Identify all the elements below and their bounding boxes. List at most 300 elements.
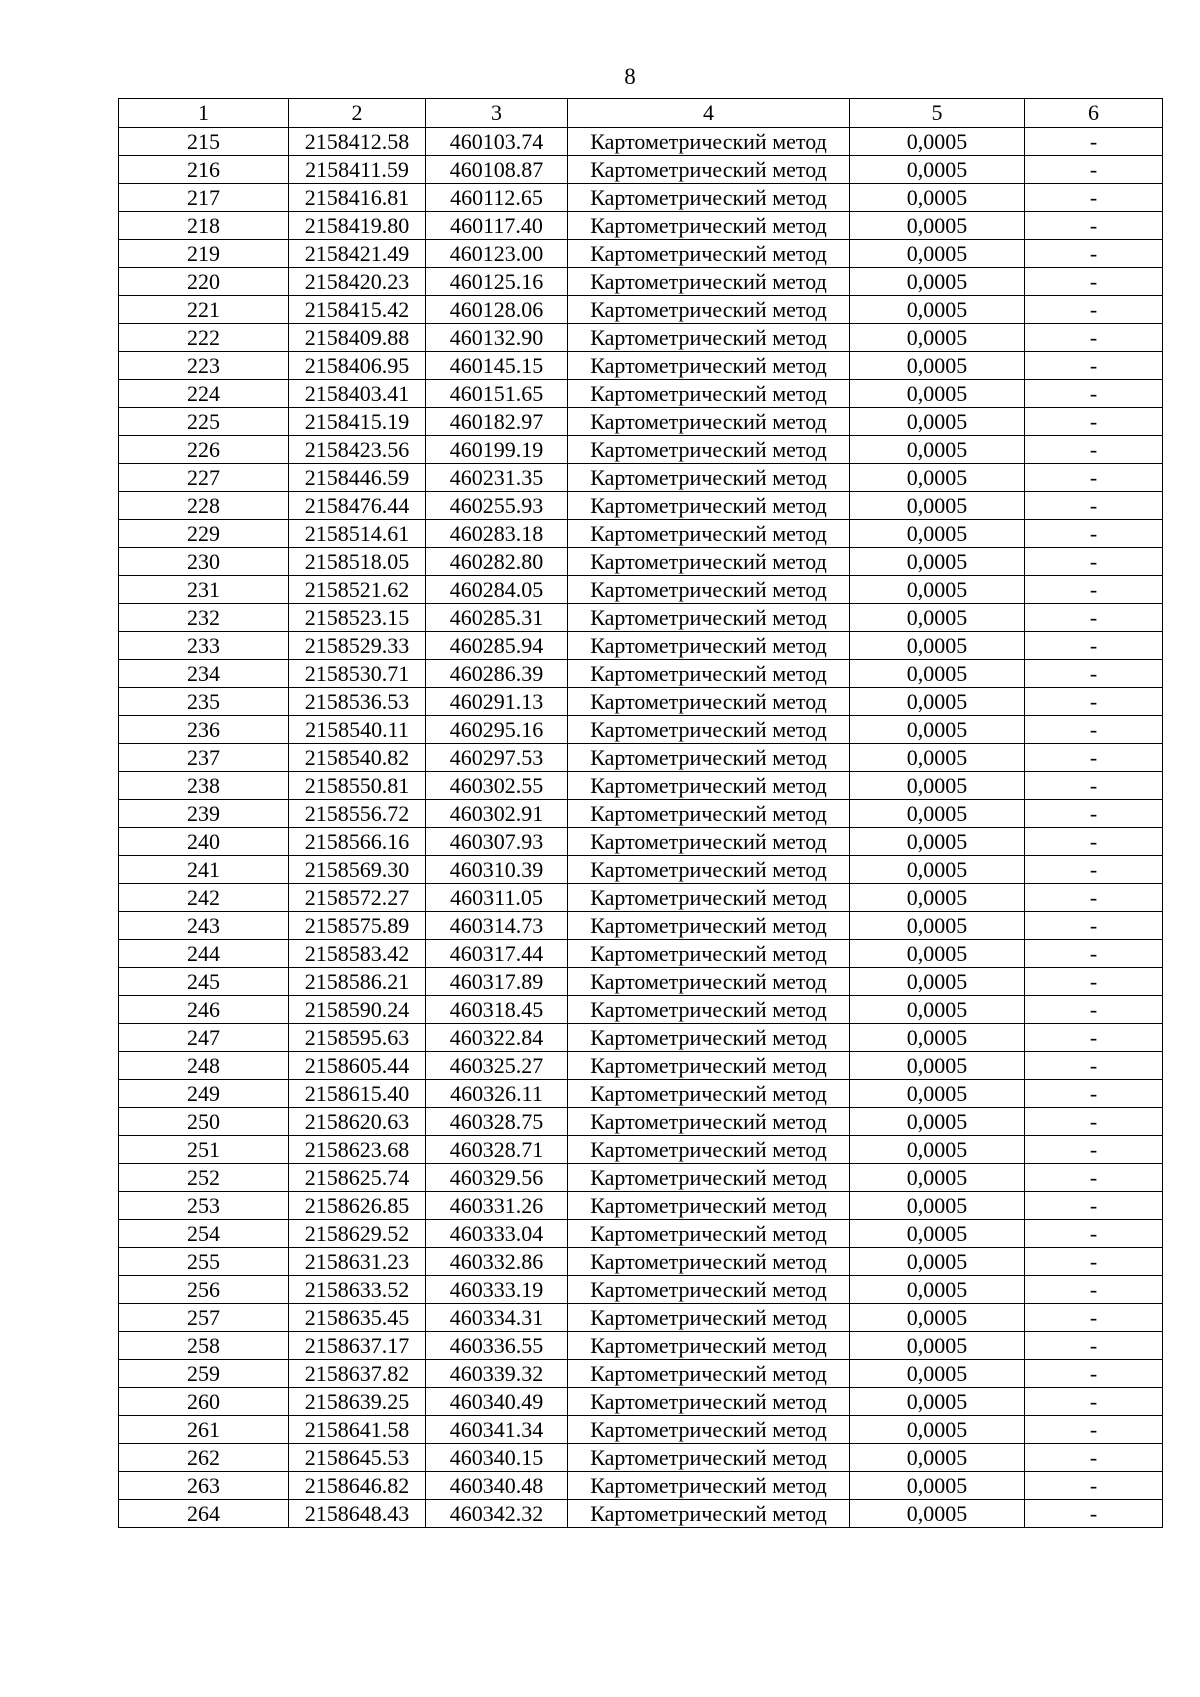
accuracy-cell: 0,0005: [850, 240, 1025, 268]
accuracy-cell: 0,0005: [850, 1360, 1025, 1388]
y-coordinate-cell: 460334.31: [426, 1304, 568, 1332]
note-cell: -: [1025, 744, 1163, 772]
point-number-cell: 225: [119, 408, 289, 436]
point-number-cell: 252: [119, 1164, 289, 1192]
table-row: [119, 548, 1163, 576]
x-coordinate-cell: 2158521.62: [289, 576, 426, 604]
x-coordinate-cell: 2158648.43: [289, 1500, 426, 1528]
x-coordinate-cell: 2158420.23: [289, 268, 426, 296]
accuracy-cell: 0,0005: [850, 1444, 1025, 1472]
point-number-cell: 230: [119, 548, 289, 576]
table-row: [119, 184, 1163, 212]
y-coordinate-cell: 460318.45: [426, 996, 568, 1024]
table-row: [119, 1136, 1163, 1164]
table-row: [119, 1472, 1163, 1500]
point-number-cell: 245: [119, 968, 289, 996]
table-row: [119, 1052, 1163, 1080]
note-cell: -: [1025, 828, 1163, 856]
method-cell: Картометрический метод: [568, 912, 850, 940]
method-cell: Картометрический метод: [568, 1052, 850, 1080]
table-row: [119, 408, 1163, 436]
method-cell: Картометрический метод: [568, 1080, 850, 1108]
y-coordinate-cell: 460182.97: [426, 408, 568, 436]
x-coordinate-cell: 2158637.82: [289, 1360, 426, 1388]
table-row: [119, 968, 1163, 996]
x-coordinate-cell: 2158645.53: [289, 1444, 426, 1472]
method-cell: Картометрический метод: [568, 772, 850, 800]
x-coordinate-cell: 2158637.17: [289, 1332, 426, 1360]
method-cell: Картометрический метод: [568, 1192, 850, 1220]
table-row: [119, 716, 1163, 744]
method-cell: Картометрический метод: [568, 268, 850, 296]
accuracy-cell: 0,0005: [850, 324, 1025, 352]
point-number-cell: 243: [119, 912, 289, 940]
x-coordinate-cell: 2158415.19: [289, 408, 426, 436]
point-number-cell: 251: [119, 1136, 289, 1164]
note-cell: -: [1025, 1220, 1163, 1248]
accuracy-cell: 0,0005: [850, 940, 1025, 968]
method-cell: Картометрический метод: [568, 688, 850, 716]
y-coordinate-cell: 460341.34: [426, 1416, 568, 1444]
point-number-cell: 224: [119, 380, 289, 408]
y-coordinate-cell: 460295.16: [426, 716, 568, 744]
x-coordinate-cell: 2158550.81: [289, 772, 426, 800]
table-row: [119, 352, 1163, 380]
method-cell: Картометрический метод: [568, 660, 850, 688]
accuracy-cell: 0,0005: [850, 1220, 1025, 1248]
method-cell: Картометрический метод: [568, 1388, 850, 1416]
method-cell: Картометрический метод: [568, 436, 850, 464]
table-row: [119, 1388, 1163, 1416]
x-coordinate-cell: 2158536.53: [289, 688, 426, 716]
table-row: [119, 576, 1163, 604]
accuracy-cell: 0,0005: [850, 1164, 1025, 1192]
table-header-row: [119, 99, 1163, 128]
accuracy-cell: 0,0005: [850, 688, 1025, 716]
y-coordinate-cell: 460328.75: [426, 1108, 568, 1136]
accuracy-cell: 0,0005: [850, 968, 1025, 996]
y-coordinate-cell: 460117.40: [426, 212, 568, 240]
method-cell: Картометрический метод: [568, 548, 850, 576]
note-cell: -: [1025, 156, 1163, 184]
point-number-cell: 253: [119, 1192, 289, 1220]
point-number-cell: 219: [119, 240, 289, 268]
accuracy-cell: 0,0005: [850, 912, 1025, 940]
accuracy-cell: 0,0005: [850, 884, 1025, 912]
x-coordinate-cell: 2158623.68: [289, 1136, 426, 1164]
accuracy-cell: 0,0005: [850, 520, 1025, 548]
note-cell: -: [1025, 604, 1163, 632]
note-cell: -: [1025, 352, 1163, 380]
point-number-cell: 259: [119, 1360, 289, 1388]
point-number-cell: 260: [119, 1388, 289, 1416]
point-number-cell: 216: [119, 156, 289, 184]
accuracy-cell: 0,0005: [850, 1304, 1025, 1332]
accuracy-cell: 0,0005: [850, 352, 1025, 380]
x-coordinate-cell: 2158641.58: [289, 1416, 426, 1444]
x-coordinate-cell: 2158416.81: [289, 184, 426, 212]
table-row: [119, 520, 1163, 548]
method-cell: Картометрический метод: [568, 212, 850, 240]
method-cell: Картометрический метод: [568, 744, 850, 772]
method-cell: Картометрический метод: [568, 1164, 850, 1192]
point-number-cell: 226: [119, 436, 289, 464]
y-coordinate-cell: 460132.90: [426, 324, 568, 352]
method-cell: Картометрический метод: [568, 1304, 850, 1332]
x-coordinate-cell: 2158446.59: [289, 464, 426, 492]
y-coordinate-cell: 460340.48: [426, 1472, 568, 1500]
note-cell: -: [1025, 520, 1163, 548]
point-number-cell: 227: [119, 464, 289, 492]
point-number-cell: 258: [119, 1332, 289, 1360]
y-coordinate-cell: 460128.06: [426, 296, 568, 324]
accuracy-cell: 0,0005: [850, 800, 1025, 828]
accuracy-cell: 0,0005: [850, 408, 1025, 436]
note-cell: -: [1025, 1248, 1163, 1276]
point-number-cell: 217: [119, 184, 289, 212]
accuracy-cell: 0,0005: [850, 184, 1025, 212]
point-number-cell: 231: [119, 576, 289, 604]
y-coordinate-cell: 460112.65: [426, 184, 568, 212]
accuracy-cell: 0,0005: [850, 156, 1025, 184]
method-cell: Картометрический метод: [568, 1108, 850, 1136]
point-number-cell: 246: [119, 996, 289, 1024]
accuracy-cell: 0,0005: [850, 1472, 1025, 1500]
point-number-cell: 218: [119, 212, 289, 240]
point-number-cell: 233: [119, 632, 289, 660]
x-coordinate-cell: 2158514.61: [289, 520, 426, 548]
method-cell: Картометрический метод: [568, 1220, 850, 1248]
method-cell: Картометрический метод: [568, 492, 850, 520]
method-cell: Картометрический метод: [568, 156, 850, 184]
y-coordinate-cell: 460125.16: [426, 268, 568, 296]
note-cell: -: [1025, 632, 1163, 660]
method-cell: Картометрический метод: [568, 1332, 850, 1360]
point-number-cell: 239: [119, 800, 289, 828]
note-cell: -: [1025, 380, 1163, 408]
table-row: [119, 772, 1163, 800]
x-coordinate-cell: 2158415.42: [289, 296, 426, 324]
point-number-cell: 249: [119, 1080, 289, 1108]
accuracy-cell: 0,0005: [850, 1416, 1025, 1444]
table-row: [119, 436, 1163, 464]
y-coordinate-cell: 460286.39: [426, 660, 568, 688]
table-row: [119, 324, 1163, 352]
note-cell: -: [1025, 1052, 1163, 1080]
method-cell: Картометрический метод: [568, 604, 850, 632]
table-row: [119, 380, 1163, 408]
column-header-5: 5: [850, 99, 1025, 128]
x-coordinate-cell: 2158411.59: [289, 156, 426, 184]
note-cell: -: [1025, 996, 1163, 1024]
y-coordinate-cell: 460336.55: [426, 1332, 568, 1360]
x-coordinate-cell: 2158639.25: [289, 1388, 426, 1416]
method-cell: Картометрический метод: [568, 884, 850, 912]
x-coordinate-cell: 2158566.16: [289, 828, 426, 856]
x-coordinate-cell: 2158556.72: [289, 800, 426, 828]
y-coordinate-cell: 460326.11: [426, 1080, 568, 1108]
y-coordinate-cell: 460284.05: [426, 576, 568, 604]
table-row: [119, 492, 1163, 520]
table-row: [119, 800, 1163, 828]
method-cell: Картометрический метод: [568, 996, 850, 1024]
y-coordinate-cell: 460151.65: [426, 380, 568, 408]
method-cell: Картометрический метод: [568, 184, 850, 212]
y-coordinate-cell: 460283.18: [426, 520, 568, 548]
x-coordinate-cell: 2158406.95: [289, 352, 426, 380]
note-cell: -: [1025, 800, 1163, 828]
column-header-1: 1: [119, 99, 289, 128]
y-coordinate-cell: 460333.19: [426, 1276, 568, 1304]
x-coordinate-cell: 2158523.15: [289, 604, 426, 632]
column-header-3: 3: [426, 99, 568, 128]
point-number-cell: 257: [119, 1304, 289, 1332]
point-number-cell: 220: [119, 268, 289, 296]
note-cell: -: [1025, 660, 1163, 688]
x-coordinate-cell: 2158625.74: [289, 1164, 426, 1192]
method-cell: Картометрический метод: [568, 632, 850, 660]
accuracy-cell: 0,0005: [850, 772, 1025, 800]
y-coordinate-cell: 460108.87: [426, 156, 568, 184]
table-row: [119, 1248, 1163, 1276]
note-cell: -: [1025, 688, 1163, 716]
x-coordinate-cell: 2158586.21: [289, 968, 426, 996]
note-cell: -: [1025, 716, 1163, 744]
accuracy-cell: 0,0005: [850, 1332, 1025, 1360]
accuracy-cell: 0,0005: [850, 856, 1025, 884]
method-cell: Картометрический метод: [568, 968, 850, 996]
y-coordinate-cell: 460339.32: [426, 1360, 568, 1388]
note-cell: -: [1025, 1192, 1163, 1220]
note-cell: -: [1025, 1108, 1163, 1136]
point-number-cell: 256: [119, 1276, 289, 1304]
note-cell: -: [1025, 968, 1163, 996]
note-cell: -: [1025, 856, 1163, 884]
point-number-cell: 237: [119, 744, 289, 772]
accuracy-cell: 0,0005: [850, 996, 1025, 1024]
method-cell: Картометрический метод: [568, 324, 850, 352]
method-cell: Картометрический метод: [568, 1024, 850, 1052]
coordinates-table: [118, 98, 1163, 1528]
note-cell: -: [1025, 1164, 1163, 1192]
method-cell: Картометрический метод: [568, 1136, 850, 1164]
table-row: [119, 1276, 1163, 1304]
method-cell: Картометрический метод: [568, 940, 850, 968]
x-coordinate-cell: 2158631.23: [289, 1248, 426, 1276]
y-coordinate-cell: 460231.35: [426, 464, 568, 492]
point-number-cell: 222: [119, 324, 289, 352]
x-coordinate-cell: 2158518.05: [289, 548, 426, 576]
point-number-cell: 238: [119, 772, 289, 800]
y-coordinate-cell: 460285.94: [426, 632, 568, 660]
note-cell: -: [1025, 408, 1163, 436]
y-coordinate-cell: 460325.27: [426, 1052, 568, 1080]
table-row: [119, 1416, 1163, 1444]
accuracy-cell: 0,0005: [850, 1388, 1025, 1416]
table-body: [119, 128, 1163, 1528]
x-coordinate-cell: 2158476.44: [289, 492, 426, 520]
y-coordinate-cell: 460311.05: [426, 884, 568, 912]
point-number-cell: 240: [119, 828, 289, 856]
accuracy-cell: 0,0005: [850, 1192, 1025, 1220]
y-coordinate-cell: 460302.91: [426, 800, 568, 828]
note-cell: -: [1025, 184, 1163, 212]
method-cell: Картометрический метод: [568, 408, 850, 436]
point-number-cell: 234: [119, 660, 289, 688]
note-cell: -: [1025, 1080, 1163, 1108]
point-number-cell: 221: [119, 296, 289, 324]
accuracy-cell: 0,0005: [850, 1024, 1025, 1052]
x-coordinate-cell: 2158626.85: [289, 1192, 426, 1220]
x-coordinate-cell: 2158540.82: [289, 744, 426, 772]
y-coordinate-cell: 460317.89: [426, 968, 568, 996]
table-row: [119, 996, 1163, 1024]
point-number-cell: 235: [119, 688, 289, 716]
accuracy-cell: 0,0005: [850, 1276, 1025, 1304]
y-coordinate-cell: 460340.15: [426, 1444, 568, 1472]
point-number-cell: 215: [119, 128, 289, 156]
table-row: [119, 268, 1163, 296]
table-row: [119, 1360, 1163, 1388]
x-coordinate-cell: 2158423.56: [289, 436, 426, 464]
y-coordinate-cell: 460297.53: [426, 744, 568, 772]
y-coordinate-cell: 460199.19: [426, 436, 568, 464]
y-coordinate-cell: 460317.44: [426, 940, 568, 968]
accuracy-cell: 0,0005: [850, 716, 1025, 744]
accuracy-cell: 0,0005: [850, 1080, 1025, 1108]
method-cell: Картометрический метод: [568, 856, 850, 884]
point-number-cell: 263: [119, 1472, 289, 1500]
page-number: 8: [624, 64, 636, 89]
point-number-cell: 242: [119, 884, 289, 912]
x-coordinate-cell: 2158572.27: [289, 884, 426, 912]
table-row: [119, 912, 1163, 940]
x-coordinate-cell: 2158530.71: [289, 660, 426, 688]
point-number-cell: 241: [119, 856, 289, 884]
x-coordinate-cell: 2158646.82: [289, 1472, 426, 1500]
table-row: [119, 828, 1163, 856]
method-cell: Картометрический метод: [568, 240, 850, 268]
accuracy-cell: 0,0005: [850, 548, 1025, 576]
y-coordinate-cell: 460255.93: [426, 492, 568, 520]
point-number-cell: 228: [119, 492, 289, 520]
note-cell: -: [1025, 1276, 1163, 1304]
point-number-cell: 262: [119, 1444, 289, 1472]
point-number-cell: 223: [119, 352, 289, 380]
column-header-6: 6: [1025, 99, 1163, 128]
table-row: [119, 296, 1163, 324]
note-cell: -: [1025, 1416, 1163, 1444]
point-number-cell: 255: [119, 1248, 289, 1276]
x-coordinate-cell: 2158575.89: [289, 912, 426, 940]
y-coordinate-cell: 460282.80: [426, 548, 568, 576]
point-number-cell: 229: [119, 520, 289, 548]
note-cell: -: [1025, 1472, 1163, 1500]
y-coordinate-cell: 460322.84: [426, 1024, 568, 1052]
x-coordinate-cell: 2158540.11: [289, 716, 426, 744]
table-row: [119, 940, 1163, 968]
accuracy-cell: 0,0005: [850, 744, 1025, 772]
method-cell: Картометрический метод: [568, 828, 850, 856]
x-coordinate-cell: 2158615.40: [289, 1080, 426, 1108]
note-cell: -: [1025, 1360, 1163, 1388]
table-row: [119, 604, 1163, 632]
y-coordinate-cell: 460314.73: [426, 912, 568, 940]
y-coordinate-cell: 460342.32: [426, 1500, 568, 1528]
method-cell: Картометрический метод: [568, 296, 850, 324]
table-row: [119, 688, 1163, 716]
table-row: [119, 1024, 1163, 1052]
x-coordinate-cell: 2158629.52: [289, 1220, 426, 1248]
method-cell: Картометрический метод: [568, 464, 850, 492]
accuracy-cell: 0,0005: [850, 604, 1025, 632]
note-cell: -: [1025, 1024, 1163, 1052]
table-row: [119, 1304, 1163, 1332]
accuracy-cell: 0,0005: [850, 212, 1025, 240]
method-cell: Картометрический метод: [568, 380, 850, 408]
point-number-cell: 264: [119, 1500, 289, 1528]
x-coordinate-cell: 2158529.33: [289, 632, 426, 660]
method-cell: Картометрический метод: [568, 1416, 850, 1444]
method-cell: Картометрический метод: [568, 1472, 850, 1500]
table-row: [119, 1164, 1163, 1192]
accuracy-cell: 0,0005: [850, 380, 1025, 408]
table-row: [119, 1108, 1163, 1136]
table-row: [119, 1080, 1163, 1108]
note-cell: -: [1025, 772, 1163, 800]
note-cell: -: [1025, 1500, 1163, 1528]
y-coordinate-cell: 460310.39: [426, 856, 568, 884]
accuracy-cell: 0,0005: [850, 632, 1025, 660]
y-coordinate-cell: 460307.93: [426, 828, 568, 856]
note-cell: -: [1025, 1332, 1163, 1360]
method-cell: Картометрический метод: [568, 1360, 850, 1388]
note-cell: -: [1025, 128, 1163, 156]
accuracy-cell: 0,0005: [850, 660, 1025, 688]
note-cell: -: [1025, 296, 1163, 324]
y-coordinate-cell: 460340.49: [426, 1388, 568, 1416]
table-row: [119, 1500, 1163, 1528]
y-coordinate-cell: 460103.74: [426, 128, 568, 156]
note-cell: -: [1025, 324, 1163, 352]
x-coordinate-cell: 2158569.30: [289, 856, 426, 884]
accuracy-cell: 0,0005: [850, 576, 1025, 604]
column-header-2: 2: [289, 99, 426, 128]
point-number-cell: 250: [119, 1108, 289, 1136]
method-cell: Картометрический метод: [568, 1248, 850, 1276]
x-coordinate-cell: 2158409.88: [289, 324, 426, 352]
column-header-4: 4: [568, 99, 850, 128]
accuracy-cell: 0,0005: [850, 492, 1025, 520]
accuracy-cell: 0,0005: [850, 128, 1025, 156]
table-row: [119, 156, 1163, 184]
note-cell: -: [1025, 1388, 1163, 1416]
method-cell: Картометрический метод: [568, 352, 850, 380]
method-cell: Картометрический метод: [568, 520, 850, 548]
note-cell: -: [1025, 912, 1163, 940]
x-coordinate-cell: 2158583.42: [289, 940, 426, 968]
accuracy-cell: 0,0005: [850, 1108, 1025, 1136]
accuracy-cell: 0,0005: [850, 436, 1025, 464]
x-coordinate-cell: 2158635.45: [289, 1304, 426, 1332]
point-number-cell: 247: [119, 1024, 289, 1052]
table-row: [119, 632, 1163, 660]
point-number-cell: 248: [119, 1052, 289, 1080]
note-cell: -: [1025, 492, 1163, 520]
table-row: [119, 660, 1163, 688]
accuracy-cell: 0,0005: [850, 1136, 1025, 1164]
point-number-cell: 254: [119, 1220, 289, 1248]
